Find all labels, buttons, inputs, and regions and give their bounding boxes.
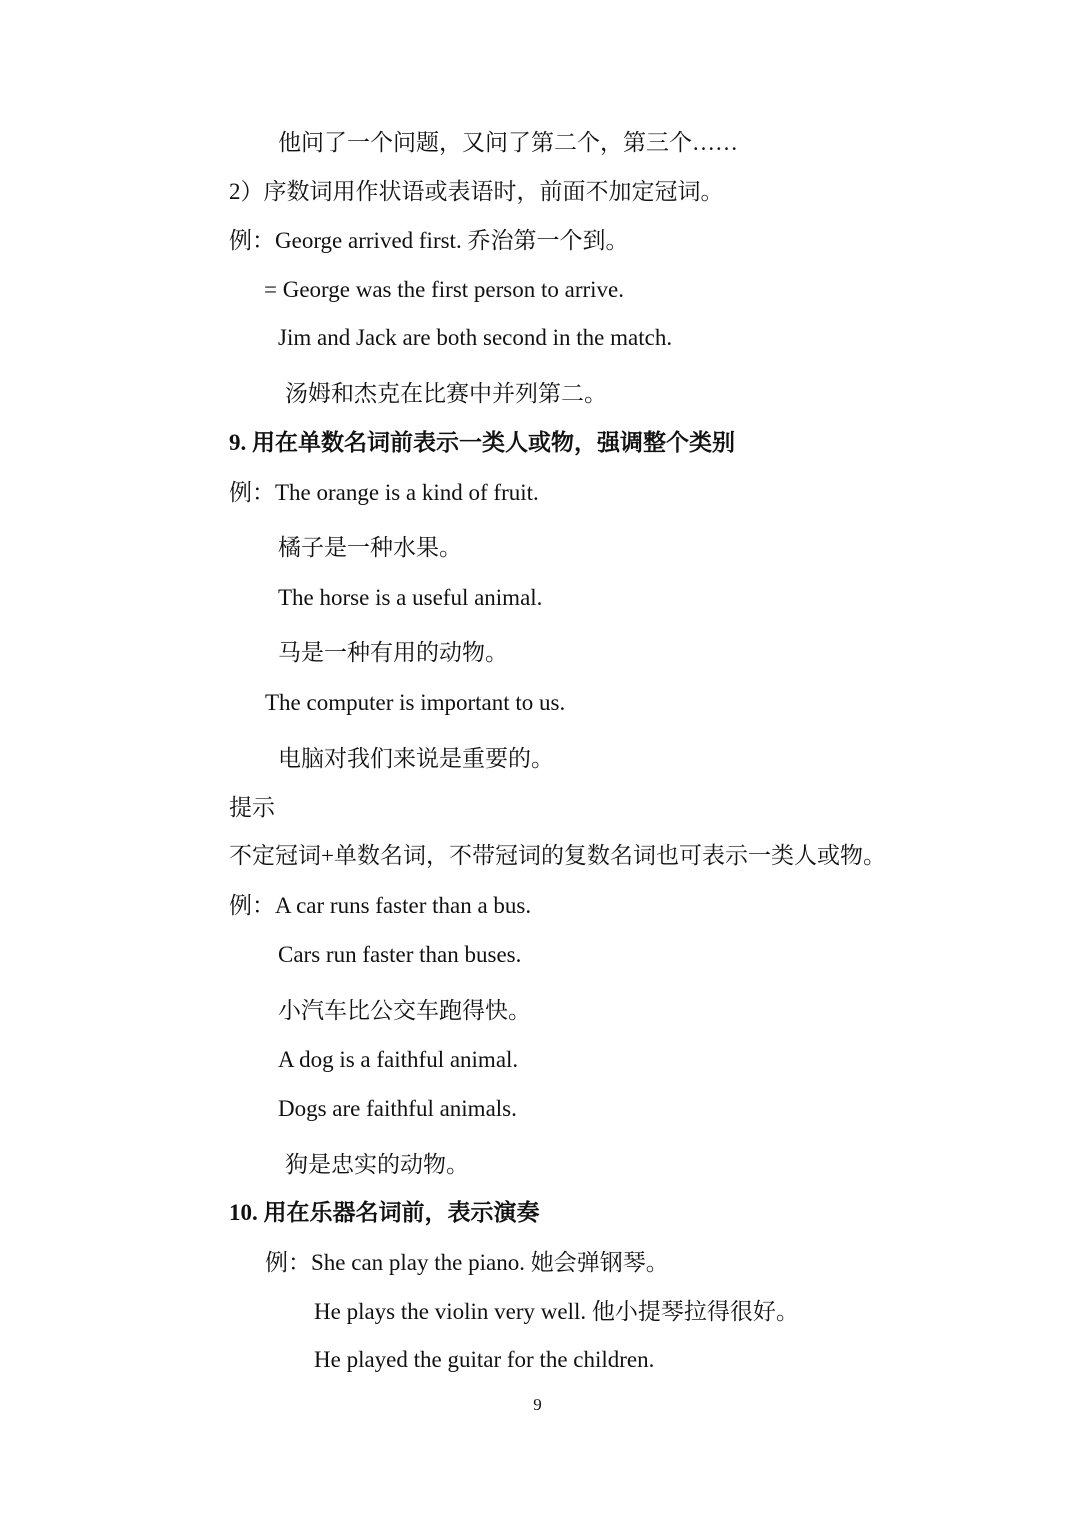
translation-line: 马是一种有用的动物。 bbox=[278, 640, 508, 665]
example-line: Cars run faster than buses. bbox=[278, 942, 522, 967]
section-heading: 9. 用在单数名词前表示一类人或物，强调整个类别 bbox=[229, 430, 735, 455]
example-line: He played the guitar for the children. bbox=[314, 1347, 655, 1372]
example-line: 例：George arrived first. 乔治第一个到。 bbox=[229, 228, 629, 253]
example-line: The computer is important to us. bbox=[265, 690, 566, 715]
translation-line: 橘子是一种水果。 bbox=[278, 535, 462, 560]
translation-line: 小汽车比公交车跑得快。 bbox=[278, 998, 531, 1023]
section-heading: 10. 用在乐器名词前，表示演奏 bbox=[229, 1200, 540, 1225]
example-line: 例：A car runs faster than a bus. bbox=[229, 893, 532, 918]
example-line: A dog is a faithful animal. bbox=[278, 1047, 519, 1072]
translation-line: 汤姆和杰克在比赛中并列第二。 bbox=[285, 381, 607, 406]
example-line: The horse is a useful animal. bbox=[278, 585, 543, 610]
example-line: Jim and Jack are both second in the match. bbox=[278, 325, 673, 350]
text-line: 2）序数词用作状语或表语时，前面不加定冠词。 bbox=[229, 179, 724, 204]
example-line: 例：She can play the piano. 她会弹钢琴。 bbox=[265, 1250, 669, 1275]
tip-label: 提示 bbox=[229, 795, 275, 820]
example-line: Dogs are faithful animals. bbox=[278, 1096, 517, 1121]
example-line: = George was the first person to arrive. bbox=[264, 277, 624, 302]
page-number: 9 bbox=[533, 1395, 542, 1414]
text-line: 他问了一个问题，又问了第二个，第三个…… bbox=[278, 130, 738, 155]
example-line: He plays the violin very well. 他小提琴拉得很好。 bbox=[314, 1299, 799, 1324]
translation-line: 电脑对我们来说是重要的。 bbox=[278, 746, 554, 771]
translation-line: 狗是忠实的动物。 bbox=[285, 1152, 469, 1177]
example-line: 例：The orange is a kind of fruit. bbox=[229, 480, 539, 505]
tip-text: 不定冠词+单数名词，不带冠词的复数名词也可表示一类人或物。 bbox=[229, 843, 886, 868]
